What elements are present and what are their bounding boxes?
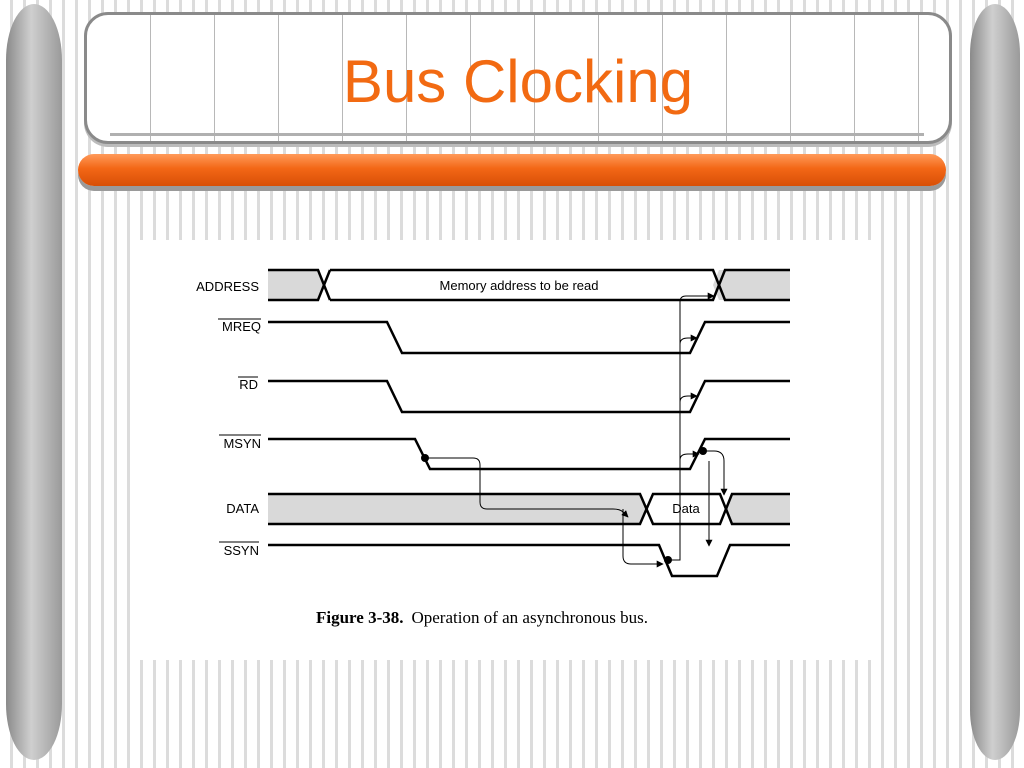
- title-underline: [110, 133, 924, 136]
- signal-label-msyn: MSYN: [223, 436, 261, 451]
- signal-label-mreq: MREQ: [222, 319, 261, 334]
- timing-diagram-figure: [137, 240, 875, 660]
- ssyn-assert-dot: [664, 556, 672, 564]
- signal-label-ssyn: SSYN: [223, 543, 259, 558]
- msyn-release-dot: [699, 447, 707, 455]
- figure-caption: [137, 608, 827, 628]
- timing-diagram: [137, 240, 875, 660]
- msyn-waveform: [268, 439, 790, 469]
- signal-label-address: ADDRESS: [196, 279, 259, 294]
- signal-label-rd: RD: [239, 377, 258, 392]
- rd-waveform: [268, 381, 790, 412]
- mreq-waveform: [268, 322, 790, 353]
- left-decorative-pillar: [6, 4, 62, 760]
- figure-caption-text: Operation of an asynchronous bus.: [411, 608, 649, 627]
- msyn-assert-dot: [421, 454, 429, 462]
- ssyn-waveform: [268, 545, 790, 576]
- figure-caption-label: Figure 3-38.: [315, 608, 404, 627]
- page-title: Bus Clocking: [342, 48, 694, 115]
- accent-bar: [78, 154, 946, 186]
- address-bus-value: Memory address to be read: [439, 278, 599, 293]
- signal-label-data: DATA: [226, 501, 259, 516]
- data-bus-value: Data: [672, 501, 700, 516]
- right-decorative-pillar: [970, 4, 1020, 760]
